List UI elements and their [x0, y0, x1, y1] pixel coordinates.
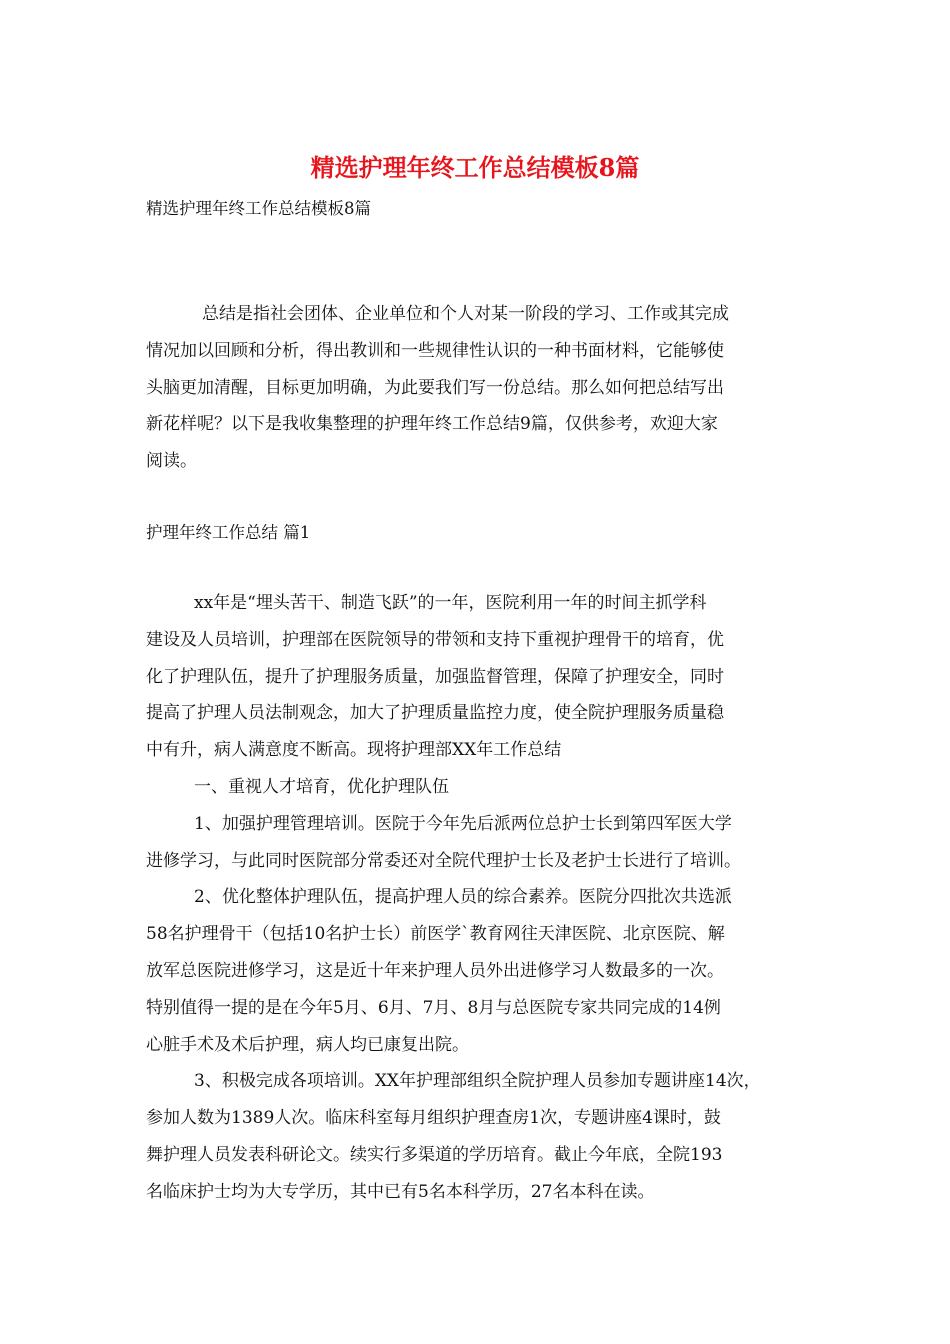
text-line: 1、加强护理管理培训。医院于今年先后派两位总护士长到第四军医大学 [194, 813, 732, 834]
text-line: 化了护理队伍，提升了护理服务质量，加强监督管理，保障了护理安全，同时 [146, 666, 724, 687]
text-line: 2、优化整体护理队伍，提高护理人员的综合素养。医院分四批次共选派 [194, 887, 732, 908]
text-line: 总结是指社会团体、企业单位和个人对某一阶段的学习、工作或其完成 [202, 304, 729, 324]
text-line: 参加人数为1389人次。临床科室每月组织护理查房1次，专题讲座4课时，鼓 [146, 1108, 721, 1129]
text-line: 头脑更加清醒，目标更加明确，为此要我们写一份总结。那么如何把总结写出 [146, 377, 724, 398]
subheading-line: 一、重视人才培育，优化护理队伍 [194, 776, 449, 797]
document-title: 精选护理年终工作总结模板8篇 [310, 153, 640, 182]
document-subtitle: 精选护理年终工作总结模板8篇 [146, 199, 371, 218]
text-line: 3、积极完成各项培训。XX年护理部组织全院护理人员参加专题讲座14次， [194, 1071, 761, 1092]
text-line: 名临床护士均为大专学历，其中已有5名本科学历，27名本科在读。 [146, 1181, 655, 1202]
text-line: 放军总医院进修学习，这是近十年来护理人员外出进修学习人数最多的一次。 [146, 960, 724, 981]
text-line: 心脏手术及术后护理，病人均已康复出院。 [146, 1034, 469, 1055]
text-line: 新花样呢？以下是我收集整理的护理年终工作总结9篇，仅供参考，欢迎大家 [146, 414, 718, 435]
intro-paragraph [146, 296, 826, 480]
section-heading: 护理年终工作总结 篇1 [146, 523, 311, 542]
text-line: 情况加以回顾和分析，得出教训和一些规律性认识的一种书面材料，它能够使 [146, 340, 724, 361]
text-line: 特别值得一提的是在今年5月、6月、7月、8月与总医院专家共同完成的14例 [146, 997, 721, 1018]
text-line: 舞护理人员发表科研论文。续实行多渠道的学历培育。截止今年底，全院193 [146, 1144, 723, 1165]
text-line: 进修学习，与此同时医院部分常委还对全院代理护士长及老护士长进行了培训。 [146, 850, 741, 871]
text-line: 阅读。 [146, 451, 197, 472]
text-line: 建设及人员培训，护理部在医院领导的带领和支持下重视护理骨干的培育，优 [146, 629, 724, 650]
text-line: xx年是“埋头苦干、制造飞跃”的一年，医院利用一年的时间主抓学科 [194, 593, 707, 613]
text-line: 58名护理骨干（包括10名护士长）前医学`教育网往天津医院、北京医院、解 [146, 924, 725, 945]
text-line: 提高了护理人员法制观念，加大了护理质量监控力度，使全院护理服务质量稳 [146, 703, 724, 724]
body-paragraphs [146, 585, 826, 1211]
text-line: 中有升，病人满意度不断高。现将护理部XX年工作总结 [146, 740, 562, 761]
